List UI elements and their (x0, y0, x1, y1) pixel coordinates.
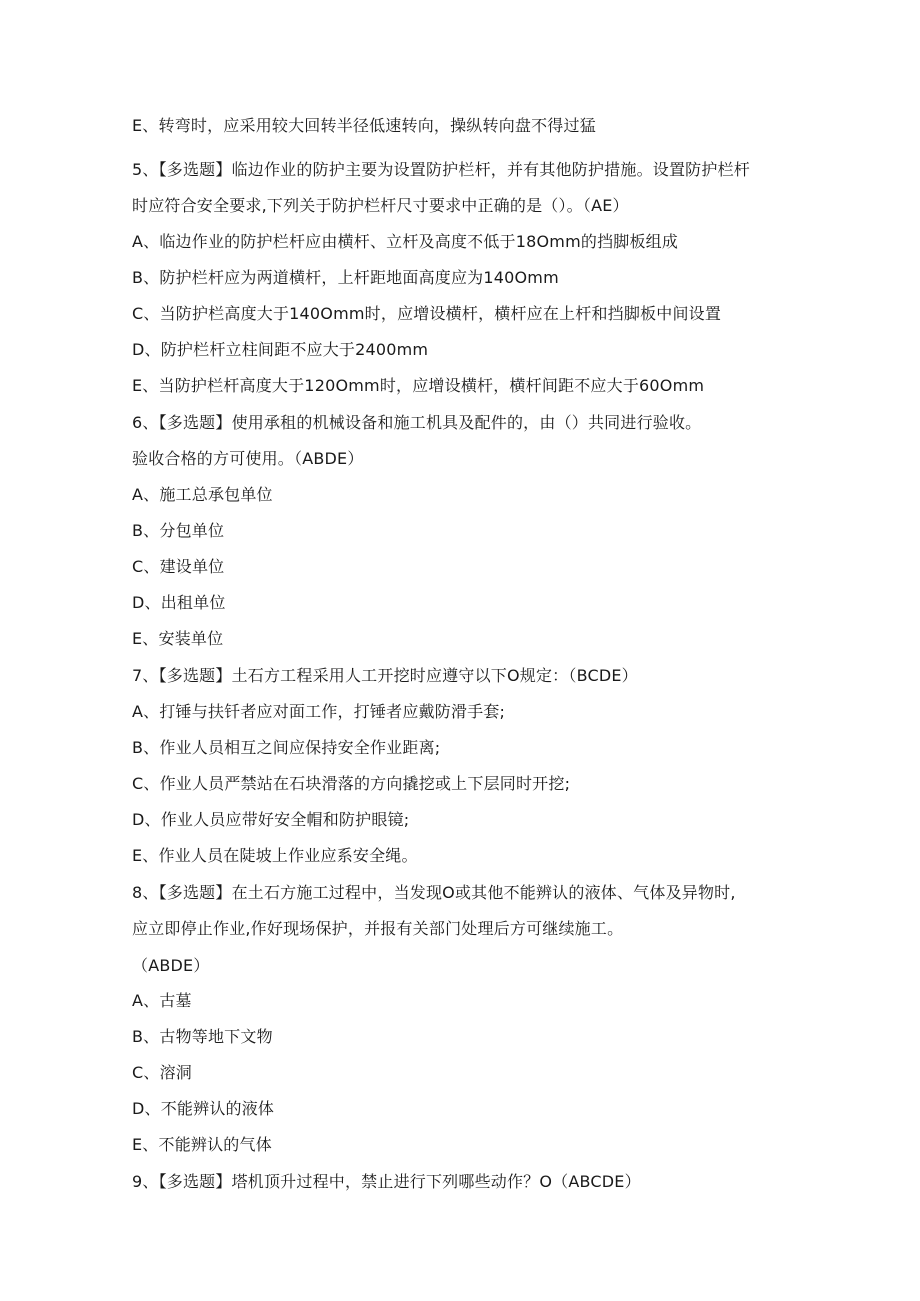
question-8-option-c: C、溶洞 (132, 1063, 192, 1082)
question-6-option-c: C、建设单位 (132, 557, 225, 576)
question-8-option-b: B、古物等地下文物 (132, 1027, 273, 1046)
question-7-option-a: A、打锤与扶钎者应对面工作，打锤者应戴防滑手套; (132, 702, 506, 721)
question-8-stem-cont: 应立即停止作业,作好现场保护，并报有关部门处理后方可继续施工。 (132, 919, 624, 938)
text-line: E、转弯时，应采用较大回转半径低速转向，操纵转向盘不得过猛 (132, 116, 596, 135)
question-8-option-a: A、古墓 (132, 991, 192, 1010)
question-7-option-c: C、作业人员严禁站在石块滑落的方向撬挖或上下层同时开挖; (132, 774, 571, 793)
question-5-stem-cont: 时应符合安全要求,下列关于防护栏杆尺寸要求中正确的是（）。（AE） (132, 196, 629, 215)
question-8-option-e: E、不能辨认的气体 (132, 1135, 272, 1154)
question-7-option-e: E、作业人员在陡坡上作业应系安全绳。 (132, 846, 418, 865)
question-6-stem: 6、【多选题】使用承租的机械设备和施工机具及配件的，由（）共同进行验收。 (132, 413, 702, 432)
question-8-stem: 8、【多选题】在土石方施工过程中，当发现O或其他不能辨认的液体、气体及异物时, (132, 883, 736, 902)
question-8-option-d: D、不能辨认的液体 (132, 1099, 275, 1118)
question-6-option-d: D、出租单位 (132, 593, 226, 612)
question-7-option-d: D、作业人员应带好安全帽和防护眼镜; (132, 810, 410, 829)
question-5-option-c: C、当防护栏高度大于140Omm时，应增设横杆，横杆应在上杆和挡脚板中间设置 (132, 304, 722, 323)
question-5-option-d: D、防护栏杆立柱间距不应大于2400mm (132, 340, 429, 359)
question-9-stem: 9、【多选题】塔机顶升过程中，禁止进行下列哪些动作？O（ABCDE） (132, 1172, 641, 1191)
question-6-option-e: E、安装单位 (132, 629, 224, 648)
question-6-stem-cont: 验收合格的方可使用。（ABDE） (132, 449, 364, 468)
question-5-option-e: E、当防护栏杆高度大于120Omm时，应增设横杆，横杆间距不应大于60Omm (132, 376, 705, 395)
question-6-option-a: A、施工总承包单位 (132, 485, 273, 504)
question-8-answer: （ABDE） (132, 956, 210, 975)
question-6-option-b: B、分包单位 (132, 521, 225, 540)
question-5-stem: 5、【多选题】临边作业的防护主要为设置防护栏杆，并有其他防护措施。设置防护栏杆 (132, 160, 750, 179)
question-5-option-a: A、临边作业的防护栏杆应由横杆、立杆及高度不低于18Omm的挡脚板组成 (132, 232, 679, 251)
question-7-stem: 7、【多选题】土石方工程采用人工开挖时应遵守以下O规定：（BCDE） (132, 666, 638, 685)
question-5-option-b: B、防护栏杆应为两道横杆，上杆距地面高度应为140Omm (132, 268, 559, 287)
question-7-option-b: B、作业人员相互之间应保持安全作业距离; (132, 738, 441, 757)
